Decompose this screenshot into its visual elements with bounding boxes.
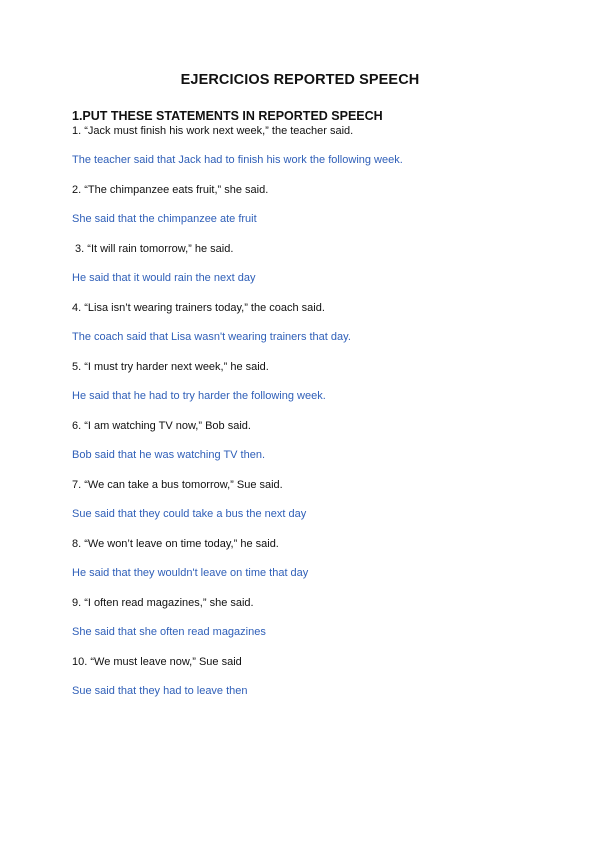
exercise-answer: The coach said that Lisa wasn't wearing trainers that day. [72,331,351,343]
exercise-answer: Bob said that he was watching TV then. [72,449,266,461]
exercise-answer: Sue said that they had to leave then [72,685,248,697]
exercise-answer: Sue said that they could take a bus the next day [72,508,307,520]
exercise-question: 3. “It will rain tomorrow,” he said. [72,243,234,255]
exercise-answer: The teacher said that Jack had to finish his work the following week. [72,154,403,166]
exercise-answer: He said that it would rain the next day [72,272,256,284]
exercise-question: 10. “We must leave now,” Sue said [72,656,242,668]
exercise-question: 2. “The chimpanzee eats fruit,” she said. [72,184,269,196]
exercise-question: 6. “I am watching TV now,” Bob said. [72,420,251,432]
exercise-question: 8. “We won’t leave on time today,” he said. [72,538,279,550]
exercise-answer: He said that they wouldn't leave on time that day [72,567,309,579]
exercise-item [72,597,542,656]
exercise-answer: She said that she often read magazines [72,626,266,638]
exercise-item [72,243,542,302]
exercise-item [72,538,542,597]
exercise-item [72,656,542,715]
exercise-item [72,302,542,361]
section-heading: 1.PUT THESE STATEMENTS IN REPORTED SPEECH [72,109,383,123]
exercise-list [72,125,542,715]
exercise-question: 5. “I must try harder next week,” he said. [72,361,269,373]
exercise-item [72,184,542,243]
exercise-item [72,361,542,420]
exercise-question: 1. “Jack must finish his work next week,” the teacher said. [72,125,354,137]
exercise-question: 7. “We can take a bus tomorrow,” Sue said. [72,479,283,491]
exercise-item [72,479,542,538]
exercise-question: 4. “Lisa isn’t wearing trainers today,” the coach said. [72,302,325,314]
exercise-item [72,420,542,479]
exercise-item [72,125,542,184]
page-title: EJERCICIOS REPORTED SPEECH [180,72,420,88]
exercise-answer: He said that he had to try harder the following week. [72,390,326,402]
exercise-answer: She said that the chimpanzee ate fruit [72,213,257,225]
exercise-question: 9. “I often read magazines,” she said. [72,597,254,609]
